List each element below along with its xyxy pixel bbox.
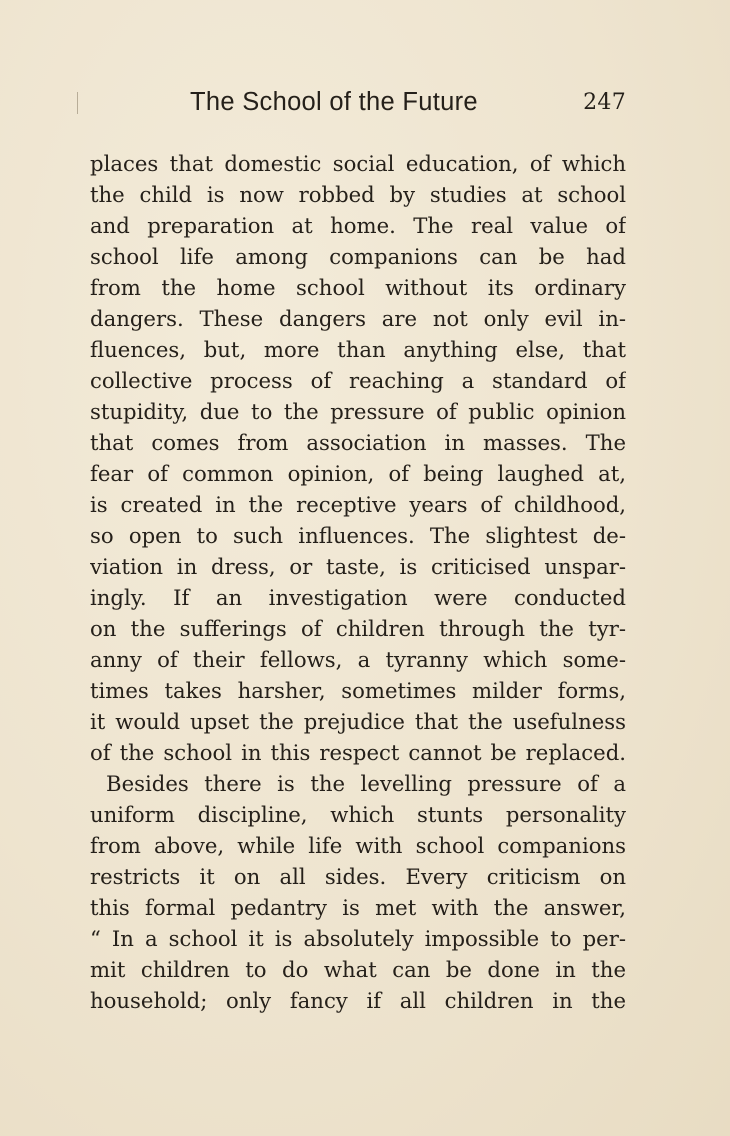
gutter-mark — [77, 92, 78, 114]
page-header — [190, 84, 630, 124]
text-line: mit children to do what can be done in the — [90, 957, 626, 982]
text-line: on the sufferings of children through the tyr- — [90, 616, 626, 641]
text-line: ingly. If an investigation were conducted — [90, 585, 626, 610]
text-line: that comes from association in masses. The — [90, 430, 626, 455]
text-line: dangers. These dangers are not only evil in- — [90, 306, 626, 331]
text-line: places that domestic social education, of which — [90, 151, 626, 176]
text-line: of the school in this respect cannot be replaced. — [90, 740, 626, 765]
text-line: anny of their fellows, a tyranny which some- — [90, 647, 626, 672]
text-line: uniform discipline, which stunts personality — [90, 802, 626, 827]
text-line: and preparation at home. The real value of — [90, 213, 626, 238]
text-line: from above, while life with school companions — [90, 833, 626, 858]
text-line: household; only fancy if all children in the — [90, 988, 626, 1013]
text-line: times takes harsher, sometimes milder forms, — [90, 678, 626, 703]
text-line: school life among companions can be had — [90, 244, 626, 269]
page-number: 247 — [583, 90, 626, 115]
text-line: it would upset the prejudice that the usefulness — [90, 709, 626, 734]
body-text — [90, 148, 626, 1016]
text-line: fluences, but, more than anything else, that — [90, 337, 626, 362]
text-line: “ In a school it is absolutely impossible to per- — [90, 926, 626, 951]
text-line: from the home school without its ordinary — [90, 275, 626, 300]
text-line: the child is now robbed by studies at school — [90, 182, 626, 207]
text-line: is created in the receptive years of childhood, — [90, 492, 626, 517]
text-line: stupidity, due to the pressure of public opinion — [90, 399, 626, 424]
text-line: restricts it on all sides. Every criticism on — [90, 864, 626, 889]
text-line: fear of common opinion, of being laughed at, — [90, 461, 626, 486]
paragraph-start-line: Besides there is the levelling pressure of a — [106, 771, 626, 796]
text-line: viation in dress, or taste, is criticised unspar- — [90, 554, 626, 579]
text-line: so open to such influences. The slightest de- — [90, 523, 626, 548]
running-title: The School of the Future — [190, 88, 478, 116]
text-line: collective process of reaching a standard of — [90, 368, 626, 393]
text-line: this formal pedantry is met with the answer, — [90, 895, 626, 920]
